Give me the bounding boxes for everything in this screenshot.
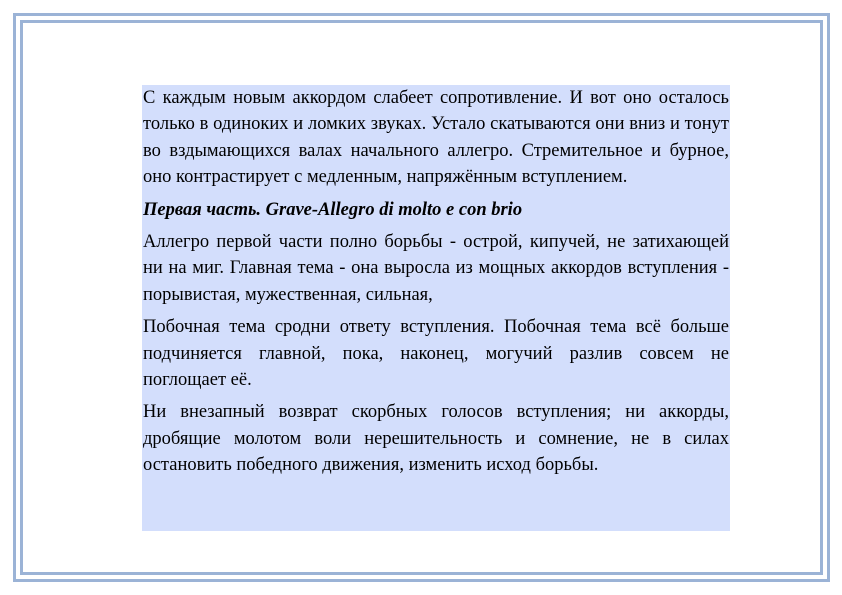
paragraph-secondary-theme: Побочная тема сродни ответу вступления. Побочная тема всё больше подчиняется главной, пока, наконец, могучий разлив совсем не поглощает её. xyxy=(143,317,729,391)
section-heading: Первая часть. Grave-Allegro di molto e con brio xyxy=(143,199,523,220)
paragraph-allegro: Аллегро первой части полно борьбы - острой, кипучей, не затихающей ни на миг. Главная тема - она выросла из мощных аккордов вступления - порывистая, мужественная, сильная, xyxy=(143,232,729,305)
paragraph-conclusion: Ни внезапный возврат скорбных голосов вступления; ни аккорды, дробящие молотом воли нерешительность и сомнение, не в силах остановить победного движения, изменить исход борьбы. xyxy=(143,402,729,476)
text-box xyxy=(142,85,730,531)
paragraph-intro: С каждым новым аккордом слабеет сопротивление. И вот оно осталось только в одиноких и ломких звуках. Устало скатываются они вниз и тонут во вздымающихся валах начального аллегро. Стремительное и бурное, оно контрастирует с медленным, напряжённым вступлением. xyxy=(143,88,729,188)
